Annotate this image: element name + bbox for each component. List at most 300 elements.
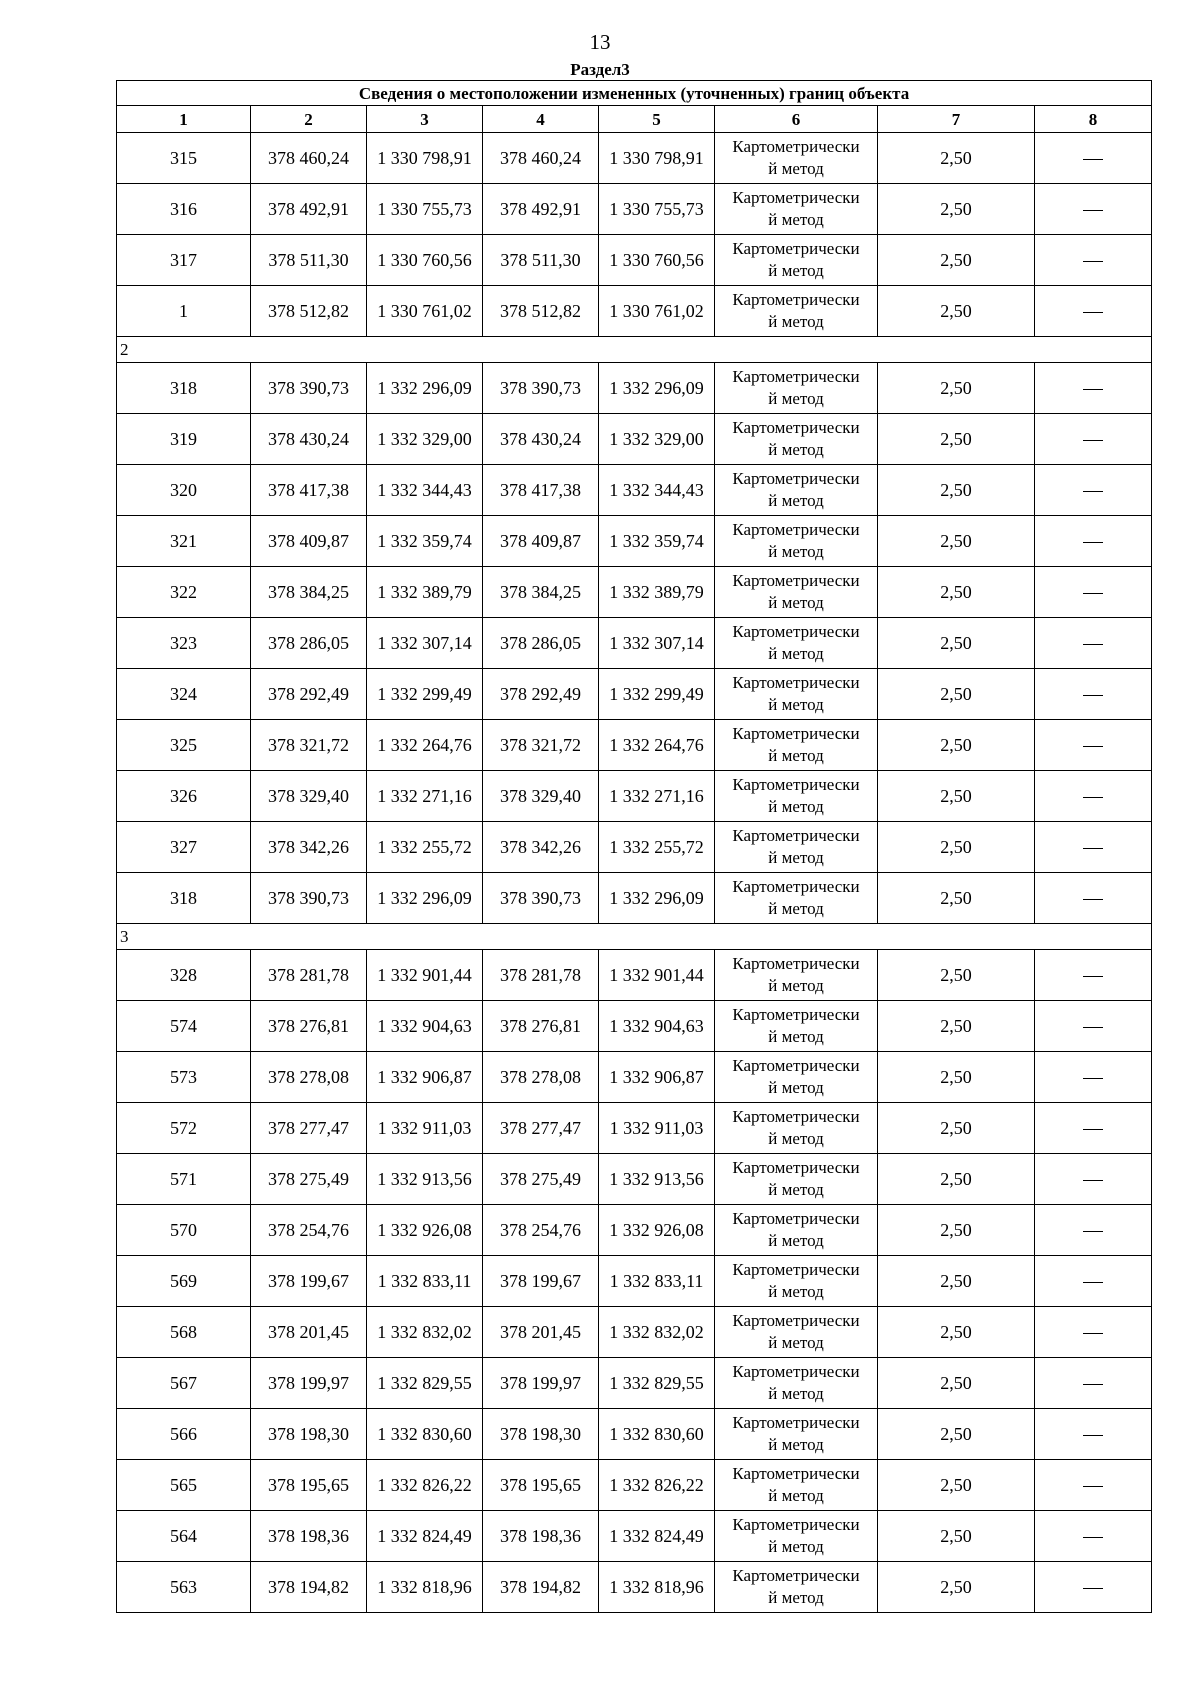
method-line-2: й метод <box>768 1384 824 1403</box>
determination-method <box>715 1562 878 1613</box>
method-line-2: й метод <box>768 440 824 459</box>
refined-y-coordinate: 1 332 901,44 <box>599 950 715 1001</box>
existing-y-coordinate: 1 332 299,49 <box>367 669 483 720</box>
point-number: 569 <box>117 1256 251 1307</box>
existing-x-coordinate: 378 201,45 <box>251 1307 367 1358</box>
empty-dash <box>1083 1078 1103 1079</box>
refined-x-coordinate: 378 512,82 <box>483 286 599 337</box>
method-line-2: й метод <box>768 899 824 918</box>
column-number: 3 <box>367 106 483 133</box>
determination-method <box>715 1409 878 1460</box>
refined-y-coordinate: 1 332 830,60 <box>599 1409 715 1460</box>
precision-value: 2,50 <box>878 1409 1035 1460</box>
table-row <box>117 235 1152 286</box>
refined-x-coordinate: 378 460,24 <box>483 133 599 184</box>
table-row <box>117 669 1152 720</box>
table-row <box>117 1562 1152 1613</box>
table-row <box>117 1256 1152 1307</box>
point-description <box>1035 618 1152 669</box>
boundary-coordinates-table <box>116 80 1152 1613</box>
precision-value: 2,50 <box>878 184 1035 235</box>
point-number: 326 <box>117 771 251 822</box>
point-description <box>1035 720 1152 771</box>
existing-y-coordinate: 1 332 829,55 <box>367 1358 483 1409</box>
point-number: 572 <box>117 1103 251 1154</box>
existing-y-coordinate: 1 332 901,44 <box>367 950 483 1001</box>
table-row <box>117 567 1152 618</box>
existing-y-coordinate: 1 332 904,63 <box>367 1001 483 1052</box>
method-line-1: Картометрически <box>732 1158 860 1178</box>
precision-value: 2,50 <box>878 618 1035 669</box>
refined-x-coordinate: 378 286,05 <box>483 618 599 669</box>
existing-y-coordinate: 1 332 389,79 <box>367 567 483 618</box>
existing-y-coordinate: 1 332 264,76 <box>367 720 483 771</box>
method-line-2: й метод <box>768 261 824 280</box>
precision-value: 2,50 <box>878 1154 1035 1205</box>
refined-y-coordinate: 1 332 271,16 <box>599 771 715 822</box>
empty-dash <box>1083 542 1103 543</box>
method-line-2: й метод <box>768 1537 824 1556</box>
existing-x-coordinate: 378 278,08 <box>251 1052 367 1103</box>
method-line-2: й метод <box>768 1078 824 1097</box>
refined-x-coordinate: 378 195,65 <box>483 1460 599 1511</box>
existing-x-coordinate: 378 195,65 <box>251 1460 367 1511</box>
point-number: 568 <box>117 1307 251 1358</box>
method-line-1: Картометрически <box>732 1515 860 1535</box>
method-line-2: й метод <box>768 746 824 765</box>
method-line-1: Картометрически <box>732 1566 860 1586</box>
method-line-2: й метод <box>768 848 824 867</box>
refined-x-coordinate: 378 292,49 <box>483 669 599 720</box>
determination-method <box>715 286 878 337</box>
existing-x-coordinate: 378 430,24 <box>251 414 367 465</box>
table-title: Сведения о местоположении измененных (уточненных) границ объекта <box>117 81 1152 106</box>
determination-method <box>715 1103 878 1154</box>
determination-method <box>715 1256 878 1307</box>
existing-y-coordinate: 1 330 760,56 <box>367 235 483 286</box>
existing-y-coordinate: 1 332 329,00 <box>367 414 483 465</box>
determination-method <box>715 363 878 414</box>
existing-y-coordinate: 1 332 830,60 <box>367 1409 483 1460</box>
existing-x-coordinate: 378 390,73 <box>251 873 367 924</box>
refined-y-coordinate: 1 332 832,02 <box>599 1307 715 1358</box>
refined-y-coordinate: 1 332 389,79 <box>599 567 715 618</box>
refined-x-coordinate: 378 329,40 <box>483 771 599 822</box>
method-line-2: й метод <box>768 976 824 995</box>
column-number: 1 <box>117 106 251 133</box>
precision-value: 2,50 <box>878 1460 1035 1511</box>
empty-dash <box>1083 1486 1103 1487</box>
method-line-1: Картометрически <box>732 1005 860 1025</box>
refined-x-coordinate: 378 194,82 <box>483 1562 599 1613</box>
precision-value: 2,50 <box>878 1256 1035 1307</box>
determination-method <box>715 184 878 235</box>
refined-y-coordinate: 1 330 798,91 <box>599 133 715 184</box>
contour-number: 3 <box>117 924 1152 950</box>
determination-method <box>715 669 878 720</box>
table-row <box>117 1103 1152 1154</box>
refined-y-coordinate: 1 332 296,09 <box>599 363 715 414</box>
empty-dash <box>1083 1588 1103 1589</box>
refined-y-coordinate: 1 330 760,56 <box>599 235 715 286</box>
refined-y-coordinate: 1 332 359,74 <box>599 516 715 567</box>
method-line-1: Картометрически <box>732 877 860 897</box>
point-description <box>1035 363 1152 414</box>
method-line-2: й метод <box>768 1282 824 1301</box>
point-number: 328 <box>117 950 251 1001</box>
refined-x-coordinate: 378 384,25 <box>483 567 599 618</box>
precision-value: 2,50 <box>878 1103 1035 1154</box>
table-row <box>117 618 1152 669</box>
precision-value: 2,50 <box>878 286 1035 337</box>
point-description <box>1035 1409 1152 1460</box>
existing-x-coordinate: 378 199,97 <box>251 1358 367 1409</box>
precision-value: 2,50 <box>878 669 1035 720</box>
empty-dash <box>1083 593 1103 594</box>
method-line-1: Картометрически <box>732 1311 860 1331</box>
method-line-1: Картометрически <box>732 571 860 591</box>
refined-x-coordinate: 378 198,30 <box>483 1409 599 1460</box>
existing-y-coordinate: 1 332 307,14 <box>367 618 483 669</box>
refined-x-coordinate: 378 278,08 <box>483 1052 599 1103</box>
method-line-1: Картометрически <box>732 1056 860 1076</box>
precision-value: 2,50 <box>878 822 1035 873</box>
table-row <box>117 465 1152 516</box>
point-description <box>1035 1205 1152 1256</box>
existing-x-coordinate: 378 254,76 <box>251 1205 367 1256</box>
empty-dash <box>1083 899 1103 900</box>
existing-y-coordinate: 1 332 344,43 <box>367 465 483 516</box>
existing-x-coordinate: 378 512,82 <box>251 286 367 337</box>
refined-y-coordinate: 1 332 299,49 <box>599 669 715 720</box>
refined-x-coordinate: 378 390,73 <box>483 873 599 924</box>
point-number: 318 <box>117 873 251 924</box>
method-line-2: й метод <box>768 1027 824 1046</box>
method-line-2: й метод <box>768 1180 824 1199</box>
precision-value: 2,50 <box>878 1001 1035 1052</box>
existing-x-coordinate: 378 460,24 <box>251 133 367 184</box>
determination-method <box>715 1052 878 1103</box>
point-description <box>1035 235 1152 286</box>
precision-value: 2,50 <box>878 567 1035 618</box>
method-line-1: Картометрически <box>732 1209 860 1229</box>
method-line-1: Картометрически <box>732 239 860 259</box>
point-number: 316 <box>117 184 251 235</box>
existing-y-coordinate: 1 332 826,22 <box>367 1460 483 1511</box>
existing-y-coordinate: 1 332 255,72 <box>367 822 483 873</box>
method-line-2: й метод <box>768 210 824 229</box>
empty-dash <box>1083 440 1103 441</box>
point-number: 325 <box>117 720 251 771</box>
existing-y-coordinate: 1 332 926,08 <box>367 1205 483 1256</box>
precision-value: 2,50 <box>878 133 1035 184</box>
refined-x-coordinate: 378 275,49 <box>483 1154 599 1205</box>
method-line-1: Картометрически <box>732 775 860 795</box>
determination-method <box>715 1154 878 1205</box>
empty-dash <box>1083 1129 1103 1130</box>
refined-x-coordinate: 378 321,72 <box>483 720 599 771</box>
refined-y-coordinate: 1 332 926,08 <box>599 1205 715 1256</box>
point-number: 571 <box>117 1154 251 1205</box>
method-line-2: й метод <box>768 644 824 663</box>
table-row <box>117 822 1152 873</box>
point-description <box>1035 1562 1152 1613</box>
determination-method <box>715 567 878 618</box>
existing-y-coordinate: 1 332 913,56 <box>367 1154 483 1205</box>
method-line-2: й метод <box>768 1486 824 1505</box>
point-description <box>1035 567 1152 618</box>
column-number: 8 <box>1035 106 1152 133</box>
empty-dash <box>1083 1027 1103 1028</box>
method-line-2: й метод <box>768 1435 824 1454</box>
method-line-1: Картометрически <box>732 1464 860 1484</box>
method-line-1: Картометрически <box>732 418 860 438</box>
point-description <box>1035 771 1152 822</box>
refined-y-coordinate: 1 332 913,56 <box>599 1154 715 1205</box>
point-number: 566 <box>117 1409 251 1460</box>
point-description <box>1035 1103 1152 1154</box>
refined-x-coordinate: 378 199,67 <box>483 1256 599 1307</box>
determination-method <box>715 133 878 184</box>
contour-number: 2 <box>117 337 1152 363</box>
method-line-1: Картометрически <box>732 469 860 489</box>
method-line-2: й метод <box>768 1231 824 1250</box>
point-number: 323 <box>117 618 251 669</box>
existing-x-coordinate: 378 409,87 <box>251 516 367 567</box>
determination-method <box>715 822 878 873</box>
table-row <box>117 1001 1152 1052</box>
column-number: 2 <box>251 106 367 133</box>
refined-y-coordinate: 1 330 755,73 <box>599 184 715 235</box>
refined-y-coordinate: 1 332 296,09 <box>599 873 715 924</box>
precision-value: 2,50 <box>878 363 1035 414</box>
point-number: 319 <box>117 414 251 465</box>
existing-x-coordinate: 378 321,72 <box>251 720 367 771</box>
refined-x-coordinate: 378 276,81 <box>483 1001 599 1052</box>
method-line-1: Картометрически <box>732 188 860 208</box>
table-row <box>117 1154 1152 1205</box>
empty-dash <box>1083 695 1103 696</box>
method-line-1: Картометрически <box>732 954 860 974</box>
method-line-1: Картометрически <box>732 367 860 387</box>
column-number: 6 <box>715 106 878 133</box>
determination-method <box>715 950 878 1001</box>
empty-dash <box>1083 389 1103 390</box>
existing-y-coordinate: 1 332 296,09 <box>367 873 483 924</box>
refined-x-coordinate: 378 281,78 <box>483 950 599 1001</box>
method-line-2: й метод <box>768 1588 824 1607</box>
existing-y-coordinate: 1 332 271,16 <box>367 771 483 822</box>
existing-x-coordinate: 378 275,49 <box>251 1154 367 1205</box>
table-row <box>117 1511 1152 1562</box>
determination-method <box>715 1205 878 1256</box>
point-description <box>1035 1460 1152 1511</box>
existing-x-coordinate: 378 329,40 <box>251 771 367 822</box>
refined-y-coordinate: 1 332 255,72 <box>599 822 715 873</box>
table-row <box>117 1205 1152 1256</box>
method-line-1: Картометрически <box>732 290 860 310</box>
method-line-1: Картометрически <box>732 673 860 693</box>
point-number: 565 <box>117 1460 251 1511</box>
table-row <box>117 363 1152 414</box>
refined-y-coordinate: 1 332 344,43 <box>599 465 715 516</box>
refined-x-coordinate: 378 409,87 <box>483 516 599 567</box>
refined-y-coordinate: 1 332 833,11 <box>599 1256 715 1307</box>
determination-method <box>715 720 878 771</box>
point-description <box>1035 133 1152 184</box>
precision-value: 2,50 <box>878 1511 1035 1562</box>
point-description <box>1035 822 1152 873</box>
point-description <box>1035 1256 1152 1307</box>
determination-method <box>715 873 878 924</box>
existing-x-coordinate: 378 390,73 <box>251 363 367 414</box>
empty-dash <box>1083 746 1103 747</box>
existing-y-coordinate: 1 332 833,11 <box>367 1256 483 1307</box>
point-description <box>1035 950 1152 1001</box>
empty-dash <box>1083 1384 1103 1385</box>
table-row <box>117 950 1152 1001</box>
refined-x-coordinate: 378 511,30 <box>483 235 599 286</box>
method-line-1: Картометрически <box>732 622 860 642</box>
refined-x-coordinate: 378 254,76 <box>483 1205 599 1256</box>
point-number: 574 <box>117 1001 251 1052</box>
existing-x-coordinate: 378 511,30 <box>251 235 367 286</box>
point-description <box>1035 1307 1152 1358</box>
point-description <box>1035 873 1152 924</box>
refined-y-coordinate: 1 332 307,14 <box>599 618 715 669</box>
existing-x-coordinate: 378 198,36 <box>251 1511 367 1562</box>
method-line-1: Картометрически <box>732 137 860 157</box>
method-line-1: Картометрически <box>732 1362 860 1382</box>
precision-value: 2,50 <box>878 414 1035 465</box>
determination-method <box>715 771 878 822</box>
determination-method <box>715 1307 878 1358</box>
table-row <box>117 414 1152 465</box>
method-line-2: й метод <box>768 695 824 714</box>
precision-value: 2,50 <box>878 1205 1035 1256</box>
existing-x-coordinate: 378 292,49 <box>251 669 367 720</box>
precision-value: 2,50 <box>878 720 1035 771</box>
table-row <box>117 1409 1152 1460</box>
determination-method <box>715 1511 878 1562</box>
determination-method <box>715 1460 878 1511</box>
table-row <box>117 1307 1152 1358</box>
contour-group-row <box>117 924 1152 950</box>
method-line-2: й метод <box>768 1129 824 1148</box>
method-line-2: й метод <box>768 542 824 561</box>
refined-x-coordinate: 378 201,45 <box>483 1307 599 1358</box>
empty-dash <box>1083 644 1103 645</box>
point-number: 320 <box>117 465 251 516</box>
method-line-1: Картометрически <box>732 724 860 744</box>
point-description <box>1035 1154 1152 1205</box>
point-description <box>1035 1511 1152 1562</box>
point-number: 315 <box>117 133 251 184</box>
existing-y-coordinate: 1 330 798,91 <box>367 133 483 184</box>
existing-x-coordinate: 378 194,82 <box>251 1562 367 1613</box>
existing-x-coordinate: 378 198,30 <box>251 1409 367 1460</box>
existing-y-coordinate: 1 330 755,73 <box>367 184 483 235</box>
table-row <box>117 1358 1152 1409</box>
contour-group-row <box>117 337 1152 363</box>
table-row <box>117 873 1152 924</box>
refined-x-coordinate: 378 417,38 <box>483 465 599 516</box>
refined-y-coordinate: 1 330 761,02 <box>599 286 715 337</box>
precision-value: 2,50 <box>878 1358 1035 1409</box>
empty-dash <box>1083 1180 1103 1181</box>
table-row <box>117 516 1152 567</box>
table-row <box>117 1052 1152 1103</box>
existing-x-coordinate: 378 417,38 <box>251 465 367 516</box>
existing-y-coordinate: 1 332 911,03 <box>367 1103 483 1154</box>
point-description <box>1035 516 1152 567</box>
point-description <box>1035 465 1152 516</box>
table-row <box>117 771 1152 822</box>
empty-dash <box>1083 491 1103 492</box>
empty-dash <box>1083 976 1103 977</box>
table-row <box>117 133 1152 184</box>
refined-y-coordinate: 1 332 904,63 <box>599 1001 715 1052</box>
empty-dash <box>1083 848 1103 849</box>
empty-dash <box>1083 1231 1103 1232</box>
refined-y-coordinate: 1 332 824,49 <box>599 1511 715 1562</box>
point-description <box>1035 414 1152 465</box>
existing-x-coordinate: 378 277,47 <box>251 1103 367 1154</box>
table-title-row <box>117 81 1152 106</box>
determination-method <box>715 1001 878 1052</box>
method-line-2: й метод <box>768 593 824 612</box>
existing-x-coordinate: 378 281,78 <box>251 950 367 1001</box>
existing-x-coordinate: 378 342,26 <box>251 822 367 873</box>
refined-x-coordinate: 378 199,97 <box>483 1358 599 1409</box>
refined-y-coordinate: 1 332 911,03 <box>599 1103 715 1154</box>
table-row <box>117 720 1152 771</box>
determination-method <box>715 1358 878 1409</box>
determination-method <box>715 618 878 669</box>
point-number: 318 <box>117 363 251 414</box>
existing-y-coordinate: 1 332 818,96 <box>367 1562 483 1613</box>
refined-x-coordinate: 378 430,24 <box>483 414 599 465</box>
refined-y-coordinate: 1 332 829,55 <box>599 1358 715 1409</box>
empty-dash <box>1083 1435 1103 1436</box>
table-row <box>117 286 1152 337</box>
point-description <box>1035 1052 1152 1103</box>
determination-method <box>715 414 878 465</box>
table-row <box>117 184 1152 235</box>
refined-x-coordinate: 378 390,73 <box>483 363 599 414</box>
method-line-1: Картометрически <box>732 1107 860 1127</box>
empty-dash <box>1083 261 1103 262</box>
existing-y-coordinate: 1 332 906,87 <box>367 1052 483 1103</box>
precision-value: 2,50 <box>878 1307 1035 1358</box>
method-line-1: Картометрически <box>732 1260 860 1280</box>
method-line-1: Картометрически <box>732 1413 860 1433</box>
point-description <box>1035 1001 1152 1052</box>
refined-y-coordinate: 1 332 329,00 <box>599 414 715 465</box>
existing-y-coordinate: 1 332 359,74 <box>367 516 483 567</box>
refined-y-coordinate: 1 332 906,87 <box>599 1052 715 1103</box>
column-number: 4 <box>483 106 599 133</box>
empty-dash <box>1083 159 1103 160</box>
point-number: 567 <box>117 1358 251 1409</box>
table-row <box>117 1460 1152 1511</box>
column-number: 5 <box>599 106 715 133</box>
refined-y-coordinate: 1 332 264,76 <box>599 720 715 771</box>
empty-dash <box>1083 210 1103 211</box>
existing-x-coordinate: 378 199,67 <box>251 1256 367 1307</box>
point-number: 324 <box>117 669 251 720</box>
empty-dash <box>1083 1333 1103 1334</box>
